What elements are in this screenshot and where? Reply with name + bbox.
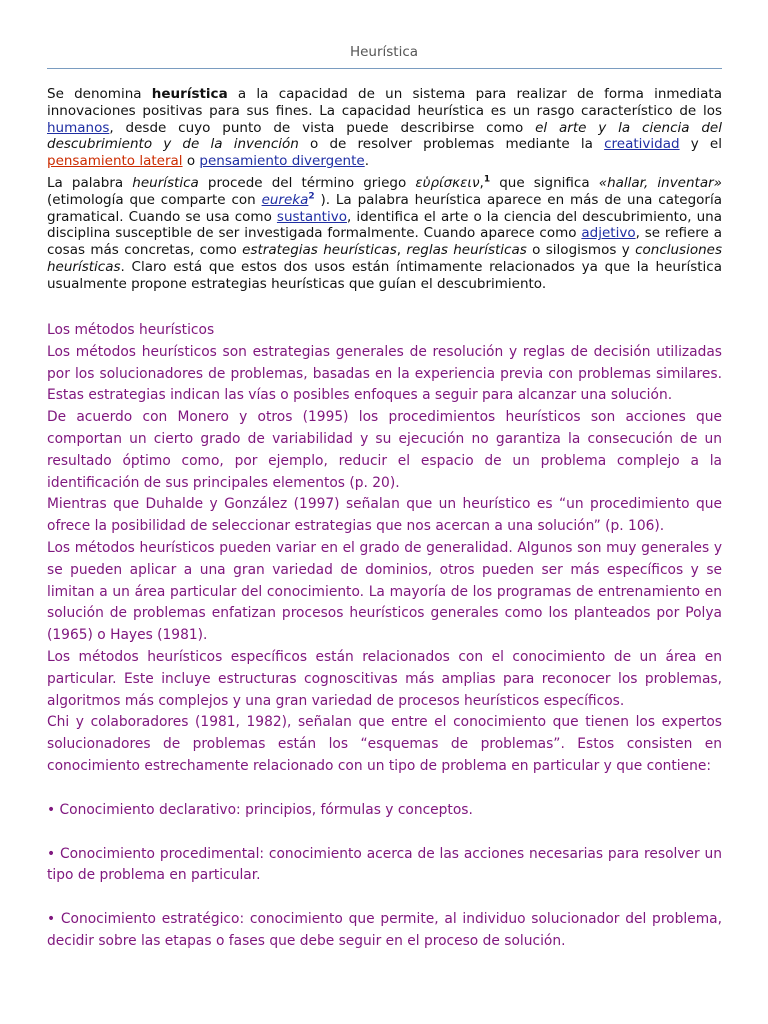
text: , <box>396 242 407 259</box>
section-paragraph: De acuerdo con Monero y otros (1995) los procedimientos heurísticos son acciones que comportan un cierto grado de variabilidad y su ejecución no garantiza la consecución de un resultado óptimo como, por ejemplo, reducir el espacio de un problema complejo a la identificación de sus principales elementos (p. 20). <box>47 409 722 491</box>
link-adjetivo[interactable]: adjetivo <box>581 225 636 242</box>
greek-term: εὑρίσκειν <box>415 174 480 191</box>
text: o silogismos y <box>526 242 636 259</box>
intro-paragraph-2 <box>47 175 722 293</box>
text: . <box>364 153 369 170</box>
text: (etimología que comparte con <box>47 191 262 208</box>
text: que significa <box>490 174 599 191</box>
text: . Claro está que estos dos usos están íntimamente relacionados ya que la heurística usualmente propone estrategias heurísticas que guían el descubrimiento. <box>47 258 722 292</box>
intro-paragraph-1 <box>47 86 722 170</box>
bullet-item: • Conocimiento estratégico: conocimiento que permite, al individuo solucionador del problema, decidir sobre las etapas o fases que debe seguir en el proceso de solución. <box>47 911 722 949</box>
link-eureka[interactable]: eureka <box>261 191 309 208</box>
text: o de resolver problemas mediante la <box>298 136 605 153</box>
title-divider <box>47 68 722 69</box>
text: y el <box>679 136 722 153</box>
text: ). La palabra heurística aparece en más de una categoría gramatical. Cuando se usa como <box>47 191 722 225</box>
spacer <box>47 778 722 800</box>
link-humanos[interactable]: humanos <box>47 119 110 136</box>
link-sustantivo[interactable]: sustantivo <box>276 208 347 225</box>
italic-text: conclusiones heurísticas <box>47 242 722 275</box>
text: o <box>182 153 200 170</box>
italic-text: «hallar, inventar» <box>598 174 722 191</box>
text: , desde cuyo punto de vista puede describirse como <box>109 119 536 136</box>
footnote-2-link[interactable]: 2 <box>308 191 315 202</box>
section-heading: Los métodos heurísticos <box>47 322 215 338</box>
text: , <box>479 174 484 191</box>
spacer <box>47 887 722 909</box>
page-title: Heurística <box>349 44 419 60</box>
bold-term: heurística <box>151 86 228 102</box>
footnote-1-link[interactable]: 1 <box>483 174 491 185</box>
section-paragraph: Los métodos heurísticos pueden variar en el grado de generalidad. Algunos son muy generales y se pueden aplicar a una gran variedad de dominios, otros pueden ser más específicos y se limitan a un área particular del conocimiento. La mayoría de los programas de entrenamiento en solución de problemas enfatizan procesos heurísticos generales como los planteados por Polya (1965) o Hayes (1981). <box>47 539 722 644</box>
section-paragraph: Los métodos heurísticos son estrategias generales de resolución y reglas de decisión utilizadas por los solucionadores de problemas, basadas en la experiencia previa con problemas similares. Estas estrategias indican las vías o posibles enfoques a seguir para alcanzar una solución. <box>47 343 722 404</box>
intro-text <box>47 86 722 298</box>
section-paragraph: Los métodos heurísticos específicos están relacionados con el conocimiento de un área en particular. Este incluye estructuras cognoscitivas más amplias para reconocer los problemas, algoritmos más complejos y una gran variedad de procesos heurísticos específicos. <box>47 648 722 709</box>
section-paragraph: Chi y colaboradores (1981, 1982), señalan que entre el conocimiento que tienen los expertos solucionadores de problemas están los “esquemas de problemas”. Estos consisten en conocimiento estrechamente relacionado con un tipo de problema en particular y que contiene: <box>47 714 722 774</box>
italic-text: estrategias heurísticas <box>242 242 397 259</box>
link-creatividad[interactable]: creatividad <box>604 136 680 153</box>
text: a la capacidad de un sistema para realizar de forma inmediata innovaciones positivas para sus fines. La capacidad heurística es un rasgo característico de los <box>47 86 722 119</box>
text: , identifica el arte o la ciencia del descubrimiento, una disciplina susceptible de ser investigada formalmente. Cuando aparece como <box>47 208 722 242</box>
text: , se refiere a cosas más concretas, como <box>47 225 722 259</box>
italic-text: heurística <box>132 174 199 191</box>
section-paragraph: Mientras que Duhalde y González (1997) señalan que un heurístico es “un procedimiento que ofrece la posibilidad de seleccionar estrategias que nos acercan a una solución” (p. 106). <box>47 496 722 535</box>
italic-text: el arte y la ciencia del descubrimiento y de la invención <box>47 119 722 153</box>
spacer <box>47 822 722 844</box>
bullet-item: • Conocimiento procedimental: conocimiento acerca de las acciones necesarias para resolver un tipo de problema en particular. <box>47 845 722 884</box>
text: La palabra <box>47 174 133 191</box>
link-pensamiento-divergente[interactable]: pensamiento divergente <box>199 153 365 170</box>
methods-section <box>47 320 722 953</box>
bullet-item: • Conocimiento declarativo: principios, fórmulas y conceptos. <box>47 801 473 818</box>
text: Se denomina <box>47 86 152 102</box>
italic-text: reglas heurísticas <box>406 242 527 259</box>
link-pensamiento-lateral[interactable]: pensamiento lateral <box>47 153 183 170</box>
text: procede del término griego <box>198 174 416 191</box>
